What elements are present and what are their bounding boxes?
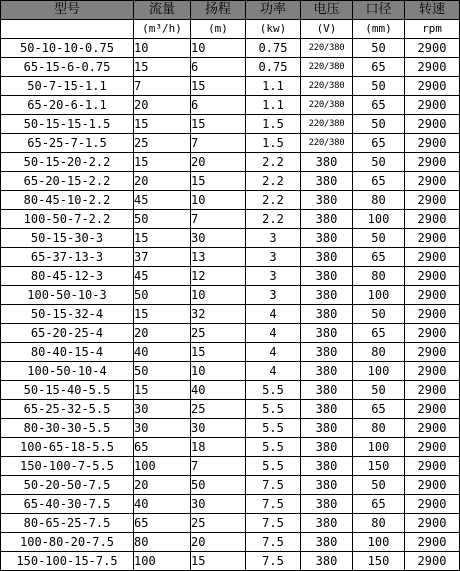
cell-power: 3 bbox=[246, 286, 301, 305]
cell-diameter: 100 bbox=[353, 362, 405, 381]
cell-power: 3 bbox=[246, 248, 301, 267]
cell-voltage: 380 bbox=[301, 457, 353, 476]
cell-voltage: 380 bbox=[301, 419, 353, 438]
cell-head: 20 bbox=[191, 533, 246, 552]
cell-model: 50-7-15-1.1 bbox=[1, 77, 134, 96]
cell-head: 25 bbox=[191, 514, 246, 533]
cell-speed: 2900 bbox=[405, 58, 460, 77]
cell-power: 7.5 bbox=[246, 514, 301, 533]
cell-power: 4 bbox=[246, 343, 301, 362]
cell-speed: 2900 bbox=[405, 438, 460, 457]
cell-speed: 2900 bbox=[405, 514, 460, 533]
cell-flow: 15 bbox=[134, 305, 191, 324]
cell-head: 15 bbox=[191, 343, 246, 362]
cell-diameter: 150 bbox=[353, 552, 405, 571]
cell-diameter: 65 bbox=[353, 495, 405, 514]
cell-model: 50-15-40-5.5 bbox=[1, 381, 134, 400]
cell-head: 30 bbox=[191, 495, 246, 514]
cell-voltage: 220/380 bbox=[301, 77, 353, 96]
cell-speed: 2900 bbox=[405, 381, 460, 400]
cell-diameter: 50 bbox=[353, 153, 405, 172]
cell-diameter: 80 bbox=[353, 191, 405, 210]
cell-flow: 7 bbox=[134, 77, 191, 96]
cell-model: 50-15-20-2.2 bbox=[1, 153, 134, 172]
table-body bbox=[1, 39, 460, 571]
cell-head: 15 bbox=[191, 172, 246, 191]
table-row bbox=[1, 305, 460, 324]
cell-power: 3 bbox=[246, 229, 301, 248]
table-row bbox=[1, 400, 460, 419]
cell-model: 50-15-32-4 bbox=[1, 305, 134, 324]
table-row bbox=[1, 438, 460, 457]
cell-flow: 25 bbox=[134, 134, 191, 153]
cell-voltage: 380 bbox=[301, 153, 353, 172]
cell-speed: 2900 bbox=[405, 286, 460, 305]
cell-head: 10 bbox=[191, 286, 246, 305]
cell-flow: 65 bbox=[134, 514, 191, 533]
cell-flow: 30 bbox=[134, 419, 191, 438]
cell-flow: 20 bbox=[134, 324, 191, 343]
cell-diameter: 65 bbox=[353, 96, 405, 115]
cell-diameter: 80 bbox=[353, 267, 405, 286]
cell-power: 5.5 bbox=[246, 457, 301, 476]
cell-flow: 50 bbox=[134, 210, 191, 229]
cell-model: 80-65-25-7.5 bbox=[1, 514, 134, 533]
header-diameter: 口径 bbox=[353, 1, 405, 20]
cell-model: 100-50-10-3 bbox=[1, 286, 134, 305]
cell-flow: 15 bbox=[134, 153, 191, 172]
unit-row bbox=[1, 20, 460, 39]
cell-power: 5.5 bbox=[246, 438, 301, 457]
unit-speed: rpm bbox=[405, 20, 460, 39]
unit-model bbox=[1, 20, 134, 39]
table-row bbox=[1, 324, 460, 343]
cell-model: 50-20-50-7.5 bbox=[1, 476, 134, 495]
cell-head: 50 bbox=[191, 476, 246, 495]
cell-power: 7.5 bbox=[246, 476, 301, 495]
cell-power: 1.1 bbox=[246, 77, 301, 96]
table-row bbox=[1, 96, 460, 115]
unit-head: (m) bbox=[191, 20, 246, 39]
cell-model: 100-80-20-7.5 bbox=[1, 533, 134, 552]
table-row bbox=[1, 514, 460, 533]
cell-diameter: 50 bbox=[353, 115, 405, 134]
cell-head: 25 bbox=[191, 324, 246, 343]
cell-voltage: 380 bbox=[301, 533, 353, 552]
cell-head: 7 bbox=[191, 134, 246, 153]
cell-voltage: 380 bbox=[301, 495, 353, 514]
table-row bbox=[1, 172, 460, 191]
cell-speed: 2900 bbox=[405, 457, 460, 476]
cell-voltage: 380 bbox=[301, 438, 353, 457]
cell-flow: 20 bbox=[134, 96, 191, 115]
cell-diameter: 50 bbox=[353, 305, 405, 324]
cell-model: 65-20-6-1.1 bbox=[1, 96, 134, 115]
cell-head: 15 bbox=[191, 77, 246, 96]
unit-power: (kw) bbox=[246, 20, 301, 39]
cell-speed: 2900 bbox=[405, 77, 460, 96]
header-voltage: 电压 bbox=[301, 1, 353, 20]
header-speed: 转速 bbox=[405, 1, 460, 20]
cell-diameter: 50 bbox=[353, 476, 405, 495]
cell-power: 4 bbox=[246, 362, 301, 381]
cell-model: 50-15-15-1.5 bbox=[1, 115, 134, 134]
cell-speed: 2900 bbox=[405, 191, 460, 210]
cell-model: 150-100-15-7.5 bbox=[1, 552, 134, 571]
cell-voltage: 380 bbox=[301, 210, 353, 229]
cell-flow: 15 bbox=[134, 115, 191, 134]
cell-model: 65-25-7-1.5 bbox=[1, 134, 134, 153]
cell-model: 100-50-7-2.2 bbox=[1, 210, 134, 229]
cell-model: 65-25-32-5.5 bbox=[1, 400, 134, 419]
cell-flow: 80 bbox=[134, 533, 191, 552]
cell-speed: 2900 bbox=[405, 419, 460, 438]
cell-flow: 20 bbox=[134, 172, 191, 191]
cell-model: 50-10-10-0.75 bbox=[1, 39, 134, 58]
cell-power: 2.2 bbox=[246, 153, 301, 172]
cell-voltage: 380 bbox=[301, 267, 353, 286]
cell-speed: 2900 bbox=[405, 134, 460, 153]
cell-voltage: 380 bbox=[301, 362, 353, 381]
cell-flow: 100 bbox=[134, 552, 191, 571]
cell-voltage: 380 bbox=[301, 172, 353, 191]
cell-voltage: 220/380 bbox=[301, 58, 353, 77]
table-row bbox=[1, 229, 460, 248]
cell-head: 13 bbox=[191, 248, 246, 267]
cell-speed: 2900 bbox=[405, 96, 460, 115]
cell-diameter: 50 bbox=[353, 229, 405, 248]
cell-speed: 2900 bbox=[405, 343, 460, 362]
cell-diameter: 50 bbox=[353, 381, 405, 400]
table-row bbox=[1, 77, 460, 96]
table-row bbox=[1, 39, 460, 58]
cell-power: 1.5 bbox=[246, 134, 301, 153]
cell-flow: 40 bbox=[134, 343, 191, 362]
cell-speed: 2900 bbox=[405, 400, 460, 419]
cell-voltage: 380 bbox=[301, 191, 353, 210]
cell-power: 1.1 bbox=[246, 96, 301, 115]
cell-voltage: 380 bbox=[301, 476, 353, 495]
cell-model: 65-37-13-3 bbox=[1, 248, 134, 267]
table-row bbox=[1, 457, 460, 476]
cell-head: 18 bbox=[191, 438, 246, 457]
cell-power: 4 bbox=[246, 324, 301, 343]
table-row bbox=[1, 58, 460, 77]
cell-model: 100-65-18-5.5 bbox=[1, 438, 134, 457]
cell-diameter: 80 bbox=[353, 514, 405, 533]
cell-power: 5.5 bbox=[246, 381, 301, 400]
cell-diameter: 150 bbox=[353, 457, 405, 476]
cell-speed: 2900 bbox=[405, 533, 460, 552]
cell-diameter: 50 bbox=[353, 77, 405, 96]
cell-flow: 40 bbox=[134, 495, 191, 514]
cell-head: 30 bbox=[191, 229, 246, 248]
cell-head: 6 bbox=[191, 58, 246, 77]
cell-speed: 2900 bbox=[405, 172, 460, 191]
table-row bbox=[1, 381, 460, 400]
cell-speed: 2900 bbox=[405, 552, 460, 571]
cell-speed: 2900 bbox=[405, 248, 460, 267]
cell-model: 80-45-10-2.2 bbox=[1, 191, 134, 210]
cell-flow: 45 bbox=[134, 191, 191, 210]
table-row bbox=[1, 362, 460, 381]
cell-diameter: 100 bbox=[353, 210, 405, 229]
cell-voltage: 220/380 bbox=[301, 115, 353, 134]
cell-head: 40 bbox=[191, 381, 246, 400]
cell-voltage: 220/380 bbox=[301, 39, 353, 58]
cell-power: 4 bbox=[246, 305, 301, 324]
cell-diameter: 100 bbox=[353, 438, 405, 457]
cell-diameter: 100 bbox=[353, 533, 405, 552]
table-row bbox=[1, 495, 460, 514]
cell-model: 80-45-12-3 bbox=[1, 267, 134, 286]
cell-voltage: 380 bbox=[301, 324, 353, 343]
cell-diameter: 65 bbox=[353, 324, 405, 343]
cell-flow: 10 bbox=[134, 39, 191, 58]
unit-voltage: (V) bbox=[301, 20, 353, 39]
cell-model: 80-40-15-4 bbox=[1, 343, 134, 362]
cell-flow: 50 bbox=[134, 362, 191, 381]
cell-diameter: 65 bbox=[353, 134, 405, 153]
table-row bbox=[1, 191, 460, 210]
cell-power: 7.5 bbox=[246, 552, 301, 571]
cell-speed: 2900 bbox=[405, 476, 460, 495]
cell-power: 3 bbox=[246, 267, 301, 286]
table-row bbox=[1, 476, 460, 495]
cell-voltage: 380 bbox=[301, 514, 353, 533]
cell-speed: 2900 bbox=[405, 362, 460, 381]
cell-flow: 15 bbox=[134, 229, 191, 248]
cell-model: 50-15-30-3 bbox=[1, 229, 134, 248]
cell-diameter: 65 bbox=[353, 248, 405, 267]
table-row bbox=[1, 552, 460, 571]
cell-head: 12 bbox=[191, 267, 246, 286]
cell-model: 65-20-25-4 bbox=[1, 324, 134, 343]
cell-head: 6 bbox=[191, 96, 246, 115]
cell-speed: 2900 bbox=[405, 153, 460, 172]
cell-power: 7.5 bbox=[246, 533, 301, 552]
cell-voltage: 220/380 bbox=[301, 134, 353, 153]
cell-voltage: 380 bbox=[301, 229, 353, 248]
cell-power: 0.75 bbox=[246, 39, 301, 58]
table-row bbox=[1, 115, 460, 134]
cell-head: 15 bbox=[191, 115, 246, 134]
cell-power: 5.5 bbox=[246, 400, 301, 419]
header-flow: 流量 bbox=[134, 1, 191, 20]
cell-speed: 2900 bbox=[405, 324, 460, 343]
header-row bbox=[1, 1, 460, 20]
cell-head: 32 bbox=[191, 305, 246, 324]
cell-diameter: 80 bbox=[353, 343, 405, 362]
cell-power: 5.5 bbox=[246, 419, 301, 438]
cell-speed: 2900 bbox=[405, 229, 460, 248]
cell-speed: 2900 bbox=[405, 495, 460, 514]
table-row bbox=[1, 286, 460, 305]
cell-voltage: 380 bbox=[301, 381, 353, 400]
cell-model: 65-15-6-0.75 bbox=[1, 58, 134, 77]
table-row bbox=[1, 153, 460, 172]
cell-flow: 65 bbox=[134, 438, 191, 457]
cell-voltage: 380 bbox=[301, 343, 353, 362]
cell-flow: 50 bbox=[134, 286, 191, 305]
cell-head: 10 bbox=[191, 39, 246, 58]
cell-model: 65-40-30-7.5 bbox=[1, 495, 134, 514]
table-row bbox=[1, 267, 460, 286]
cell-model: 100-50-10-4 bbox=[1, 362, 134, 381]
cell-power: 7.5 bbox=[246, 495, 301, 514]
cell-voltage: 220/380 bbox=[301, 96, 353, 115]
cell-diameter: 80 bbox=[353, 419, 405, 438]
cell-diameter: 65 bbox=[353, 172, 405, 191]
cell-voltage: 380 bbox=[301, 248, 353, 267]
cell-flow: 100 bbox=[134, 457, 191, 476]
cell-flow: 45 bbox=[134, 267, 191, 286]
table-row bbox=[1, 210, 460, 229]
cell-speed: 2900 bbox=[405, 210, 460, 229]
cell-head: 25 bbox=[191, 400, 246, 419]
cell-flow: 20 bbox=[134, 476, 191, 495]
cell-voltage: 380 bbox=[301, 305, 353, 324]
unit-diameter: (mm) bbox=[353, 20, 405, 39]
cell-model: 150-100-7-5.5 bbox=[1, 457, 134, 476]
cell-power: 2.2 bbox=[246, 172, 301, 191]
cell-head: 7 bbox=[191, 210, 246, 229]
cell-speed: 2900 bbox=[405, 115, 460, 134]
cell-speed: 2900 bbox=[405, 39, 460, 58]
cell-flow: 37 bbox=[134, 248, 191, 267]
cell-head: 15 bbox=[191, 552, 246, 571]
cell-diameter: 65 bbox=[353, 58, 405, 77]
cell-power: 2.2 bbox=[246, 191, 301, 210]
cell-model: 65-20-15-2.2 bbox=[1, 172, 134, 191]
header-head: 扬程 bbox=[191, 1, 246, 20]
table-row bbox=[1, 419, 460, 438]
cell-voltage: 380 bbox=[301, 286, 353, 305]
cell-head: 30 bbox=[191, 419, 246, 438]
cell-model: 80-30-30-5.5 bbox=[1, 419, 134, 438]
table-row bbox=[1, 343, 460, 362]
header-model: 型号 bbox=[1, 1, 134, 20]
table-row bbox=[1, 134, 460, 153]
cell-voltage: 380 bbox=[301, 552, 353, 571]
cell-diameter: 50 bbox=[353, 39, 405, 58]
cell-head: 20 bbox=[191, 153, 246, 172]
unit-flow: (m³/h) bbox=[134, 20, 191, 39]
cell-speed: 2900 bbox=[405, 267, 460, 286]
cell-power: 1.5 bbox=[246, 115, 301, 134]
cell-speed: 2900 bbox=[405, 305, 460, 324]
cell-flow: 15 bbox=[134, 381, 191, 400]
header-power: 功率 bbox=[246, 1, 301, 20]
table-row bbox=[1, 248, 460, 267]
cell-voltage: 380 bbox=[301, 400, 353, 419]
cell-diameter: 65 bbox=[353, 400, 405, 419]
cell-head: 7 bbox=[191, 457, 246, 476]
cell-power: 0.75 bbox=[246, 58, 301, 77]
cell-head: 10 bbox=[191, 191, 246, 210]
cell-head: 10 bbox=[191, 362, 246, 381]
cell-power: 2.2 bbox=[246, 210, 301, 229]
cell-diameter: 100 bbox=[353, 286, 405, 305]
cell-flow: 30 bbox=[134, 400, 191, 419]
cell-flow: 15 bbox=[134, 58, 191, 77]
